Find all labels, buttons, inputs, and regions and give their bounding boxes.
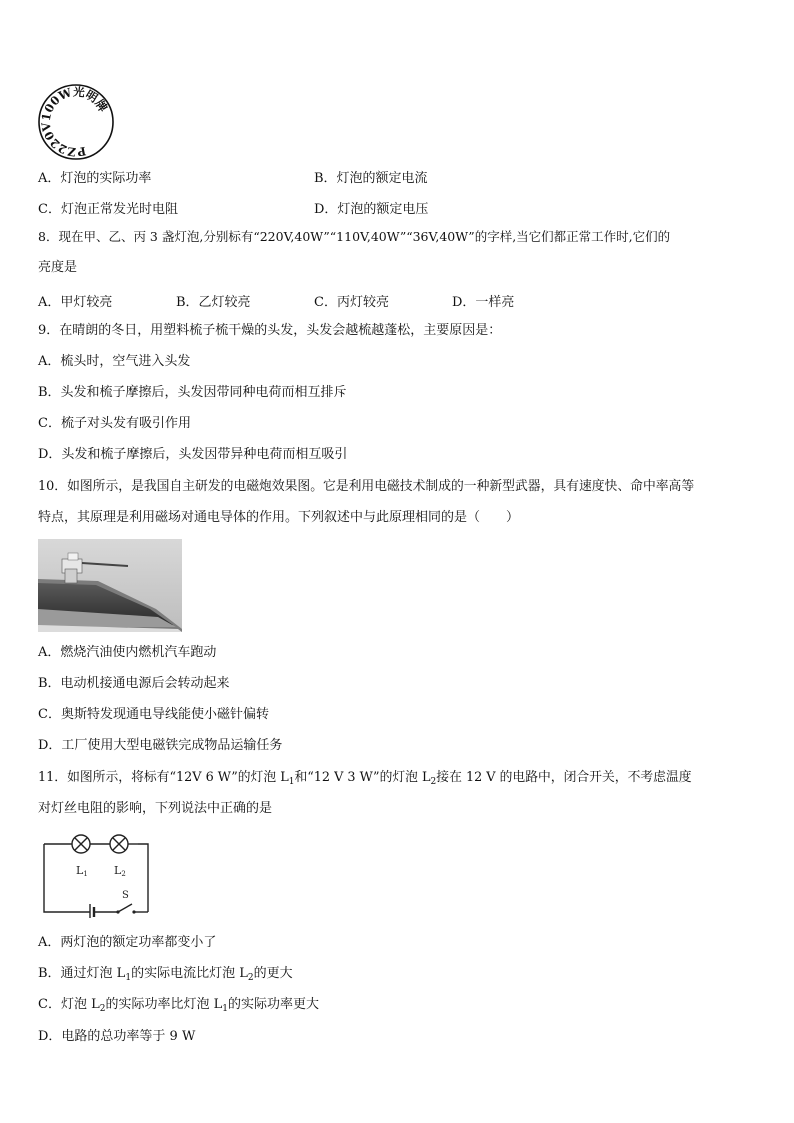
circuit-diagram	[38, 834, 158, 918]
q11-stem-line1: 11．如图所示，将标有“12V 6 W”的灯泡 $L_1$和“12 V 3 W”的灯泡 $L_2$接在 12 V 的电路中，闭合开关，不考虑温度	[38, 770, 692, 787]
q10-option-d: D．工厂使用大型电磁铁完成物品运输任务	[38, 738, 283, 753]
q7-option-b: B．灯泡的额定电流	[314, 171, 428, 186]
q11-option-a: A．两灯泡的额定功率都变小了	[38, 935, 217, 950]
q10-option-c: C．奥斯特发现通电导线能使小磁针偏转	[38, 707, 269, 722]
svg-text:L2: L2	[114, 864, 126, 878]
q10-option-a: A．燃烧汽油使内燃机汽车跑动	[38, 645, 217, 660]
lamp-nameplate-image	[36, 82, 116, 162]
q8-stem-line2: 亮度是	[38, 260, 78, 275]
svg-text:PZ220V100W光明牌	[36, 82, 116, 162]
svg-text:L1: L1	[76, 864, 88, 878]
q8-option-d: D．一样亮	[452, 295, 515, 310]
q7-option-d: D．灯泡的额定电压	[314, 202, 429, 217]
q11-option-c: C．灯泡 $L_2$的实际功率比灯泡 $L_1$的实际功率更大	[38, 997, 319, 1014]
q11-stem-line2: 对灯丝电阻的影响，下列说法中正确的是	[38, 801, 273, 816]
railgun-ship-image	[38, 539, 182, 632]
q11-option-d: D．电路的总功率等于 9 W	[38, 1029, 196, 1044]
q8-option-b: B．乙灯较亮	[176, 295, 251, 310]
q9-stem: 9．在晴朗的冬日，用塑料梳子梳干燥的头发，头发会越梳越蓬松，主要原因是：	[38, 323, 502, 338]
q8-stem-line1: 8．现在甲、乙、丙 3 盏灯泡,分别标有“220V,40W”“110V,40W”“36V,40W”的字样,当它们都正常工作时,它们的	[38, 229, 671, 244]
q9-option-d: D．头发和梳子摩擦后，头发因带异种电荷而相互吸引	[38, 447, 348, 462]
q7-option-a: A．灯泡的实际功率	[38, 171, 152, 186]
q9-option-c: C．梳子对头发有吸引作用	[38, 416, 191, 431]
q8-option-c: C．丙灯较亮	[314, 295, 389, 310]
circuit-label-s: S	[122, 890, 129, 901]
q10-option-b: B．电动机接通电源后会转动起来	[38, 676, 230, 691]
q9-option-a: A．梳头时，空气进入头发	[38, 354, 191, 369]
circuit-label-l2: L	[114, 864, 122, 877]
q10-stem-line2: 特点，其原理是利用磁场对通电导体的作用。下列叙述中与此原理相同的是（ ）	[38, 510, 520, 525]
q8-option-a: A．甲灯较亮	[38, 295, 113, 310]
circuit-label-l1: L	[76, 864, 84, 877]
stamp-text: PZ220V100W光明牌	[38, 84, 111, 160]
q9-option-b: B．头发和梳子摩擦后，头发因带同种电荷而相互排斥	[38, 385, 347, 400]
q11-option-b: B．通过灯泡 $L_1$的实际电流比灯泡 $L_2$的更大	[38, 966, 293, 983]
q7-option-c: C．灯泡正常发光时电阻	[38, 202, 178, 217]
q10-stem-line1: 10．如图所示，是我国自主研发的电磁炮效果图。它是利用电磁技术制成的一种新型武器，具有速度快、命中率高等	[38, 479, 695, 494]
